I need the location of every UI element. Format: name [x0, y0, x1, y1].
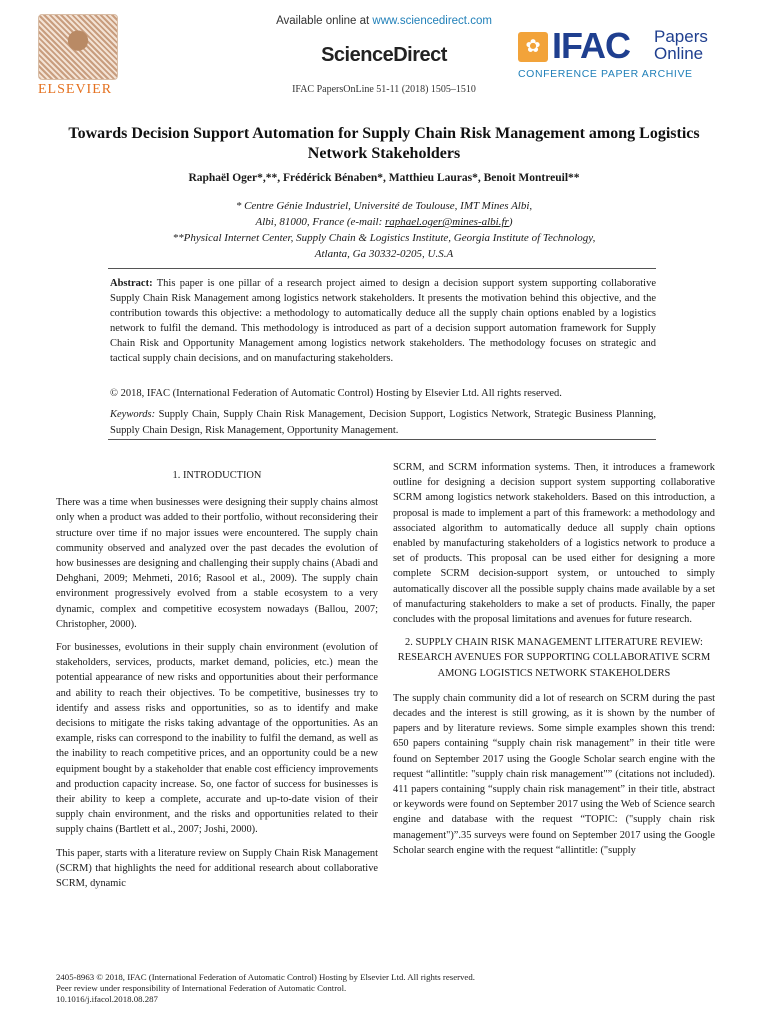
affiliation-line-2 — [120, 214, 648, 230]
intro-paragraph-3: This paper, starts with a literature review on Supply Chain Risk Management (SCRM) that highlights the need for additional research about collaborative SCRM, dynamic — [56, 847, 378, 890]
abstract-label: Abstract: — [110, 278, 153, 289]
affiliations — [120, 198, 648, 262]
literature-paragraph-1: The supply chain community did a lot of research on SCRM during the past decades and the interest is still growing, as it is shown by the number of papers and by literature reviews. Some simple examples shown this trend: 650 papers containing “supply chain risk management” in their title were found on September 2017 using the Google Scholar search engine with the request “allintitle: "supply chain risk management"” (citations not included). 411 papers containing “supply chain risk management” in their title, abstract or keywords were found on September 2017 using the Web of Science search engine and database with the request “TOPIC: ("supply chain risk management")”.35 surveys were found on September 2017 using the Google Scholar search engine with the request “allintitle: ("supply — [393, 692, 715, 856]
affiliation-line-4: Atlanta, Ga 30332-0205, U.S.A — [314, 248, 454, 260]
section-heading-literature-review: 2. SUPPLY CHAIN RISK MANAGEMENT LITERATURE REVIEW: RESEARCH AVENUES FOR SUPPORTING COLLABORATIVE SCRM AMONG LOGISTICS NETWORK STAKEHOLDERS — [397, 637, 711, 679]
footer-doi: 10.1016/j.ifacol.2018.08.287 — [56, 994, 158, 1004]
ifac-papersonline-logo — [518, 26, 748, 86]
affiliation-line-1: * Centre Génie Industriel, Université de Toulouse, IMT Mines Albi, — [235, 200, 533, 212]
abstract-copyright: © 2018, IFAC (International Federation of Automatic Control) Hosting by Elsevier Ltd. All rights reserved. — [110, 388, 562, 399]
author-list: Raphaël Oger*,**, Frédérick Bénaben*, Matthieu Lauras*, Benoit Montreuil** — [188, 172, 580, 184]
available-prefix: Available online at — [276, 15, 373, 27]
left-column — [56, 460, 378, 899]
keywords-label: Keywords: — [110, 409, 156, 420]
ifac-emblem-icon: ✿ — [518, 32, 548, 62]
intro-paragraph-4: SCRM, and SCRM information systems. Then, it introduces a framework outline for designing a decision support system supporting collaborative SCRM among logistics network stakeholders. Based on this introduction, a proposal is made to implement a part of this framework: a methodology and associated algorithm to automatically deduce all supply chain options enabled by manufacturing stakeholders of a logistics network to produce a set of products. This proposal can be used either for designing a more complete SCRM decision-support system, or untouched to simply automatically discover all the possible supply chains made available by a set of manufacturing stakeholders to make a set of products. Finally, the paper concludes with the proposal limitations and avenues for future research. — [393, 462, 715, 626]
keywords — [110, 407, 656, 439]
affiliation-line-2-suffix: ) — [508, 216, 513, 228]
ifac-online-word: Online — [654, 44, 704, 63]
elsevier-wordmark: ELSEVIER — [38, 82, 113, 97]
right-column — [393, 460, 715, 866]
intro-paragraph-2: For businesses, evolutions in their supply chain environment (evolution of stakeholders, services, products, market demand, policies, etc.) mean the potential appearance of new risks and opportunities about their performance and ability to reach their objectives. To be competitive, businesses try to identify and assess risks and opportunities, so as to identify and make decisions to mitigate the risks taking advantage of the opportunities. As an example, risks can correspond to the inability to fulfil the demand, as well as the inability to reach competitive prices, and an opportunity could be a new equipment bought by a stakeholder that enable cost efficiency improvements and production capacity increase. So, one factor of success for businesses is their ability to keep a complete, accurate and up-to-date vision of their supply chain environment, and the risks and opportunities related to their supply chains (Bartlett et al., 2007; Joshi, 2000). — [56, 642, 378, 836]
footer-peer-review: Peer review under responsibility of International Federation of Automatic Control. — [56, 983, 347, 993]
journal-citation: IFAC PapersOnLine 51-11 (2018) 1505–1510 — [292, 84, 476, 95]
abstract — [110, 276, 656, 366]
ifac-wordmark: IFAC — [552, 25, 631, 66]
sciencedirect-brand: ScienceDirect — [321, 44, 447, 66]
page-footer — [56, 972, 716, 1005]
affiliation-line-3: **Physical Internet Center, Supply Chain & Logistics Institute, Georgia Institute of Technology, — [172, 232, 596, 244]
sciencedirect-link[interactable]: www.sciencedirect.com — [372, 15, 492, 27]
keywords-text: Supply Chain, Supply Chain Risk Management, Decision Support, Logistics Network, Strategic Business Planning, Supply Chain Design, Risk Management, Opportunity Management. — [110, 409, 656, 436]
paper-title: Towards Decision Support Automation for Supply Chain Risk Management among Logistics Network Stakeholders — [68, 125, 700, 162]
author-email-link[interactable]: raphael.oger@mines-albi.fr — [385, 216, 509, 228]
ifac-archive-tagline: CONFERENCE PAPER ARCHIVE — [518, 68, 693, 80]
intro-paragraph-1: There was a time when businesses were designing their supply chains almost only when a product was added to their portfolio, without reconsidering their structure over time if no major issues were encountered. The supply chain community observed and analyzed over the past decades the evolution of how businesses are designing and challenging their supply chains (Abadi and Dehghani, 2009; Mehmeti, 2016; Rasool et al., 2009). The supply chain environment progressively evolved from a stable ecosystem to a very dynamic, complex and competitive ecosystem nowadays (Ballou, 2007; Christopher, 2000). — [56, 497, 378, 630]
affiliation-line-2-prefix: Albi, 81000, France (e-mail: — [255, 216, 386, 228]
section-heading-introduction: 1. INTRODUCTION — [172, 470, 262, 481]
footer-copyright: 2405-8963 © 2018, IFAC (International Federation of Automatic Control) Hosting by Elsevier Ltd. All rights reserved. — [56, 972, 475, 982]
abstract-text: This paper is one pillar of a research project aimed to design a decision support system supporting collaborative Supply Chain Risk Management among logistics network stakeholders. It presents the motivation behind this objective, and the contribution towards this objective: a methodology to automatically deduce all the supply chain options enabled by a logistics network to fulfil the demand. This methodology is introduced as part of a decision support automation framework for Supply Chain Risk and Opportunity Management among logistics network stakeholders. The methodology focuses on strategic and tactical supply chain decisions, and on manufacturing stakeholders. — [110, 278, 656, 364]
ifac-papers-word: Papers — [654, 27, 708, 46]
